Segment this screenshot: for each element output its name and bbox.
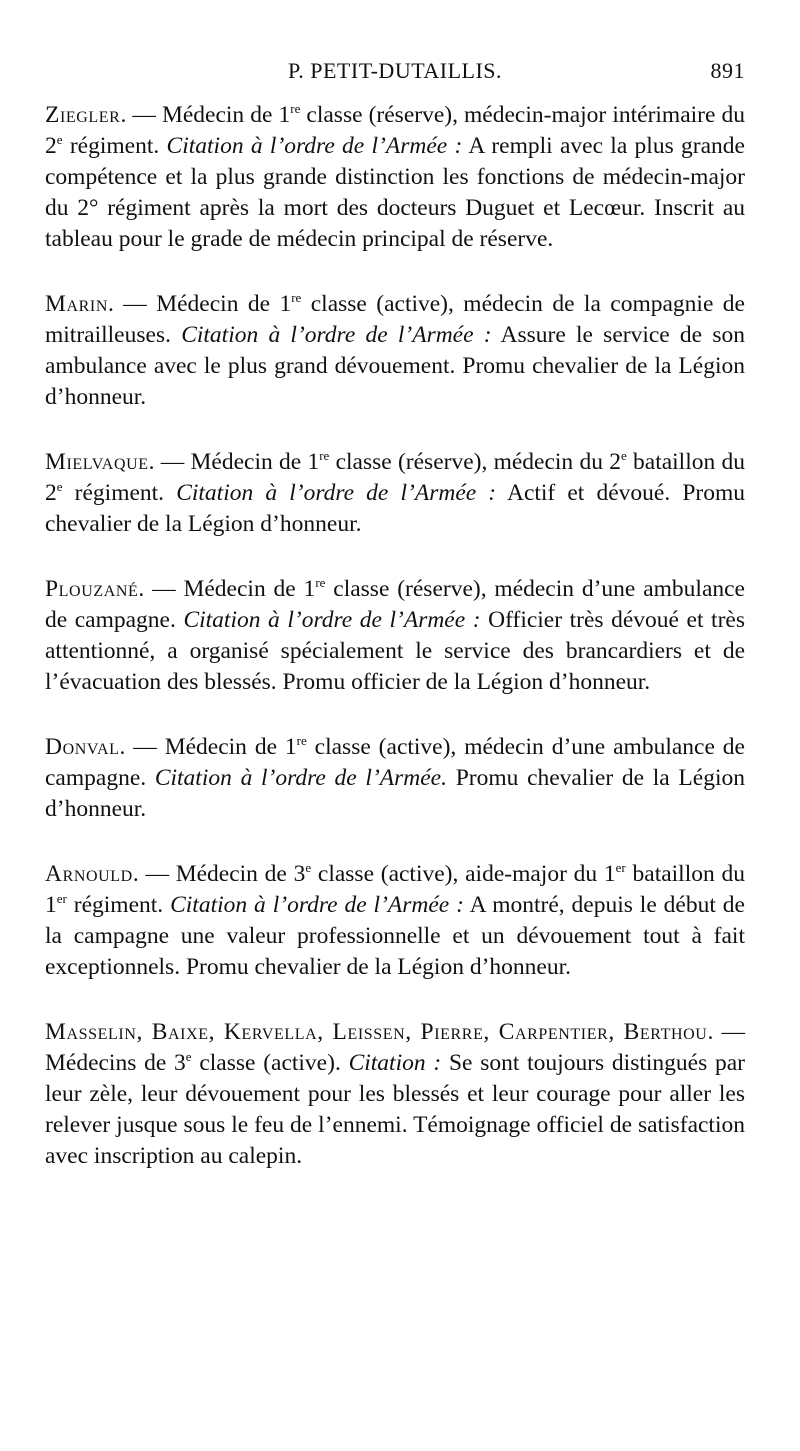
- page-number: 891: [710, 58, 745, 83]
- citation-entry-plouzane: Plouzané. — Médecin de 1re classe (réserve), médecin d’une ambulance de campagne. Citation à l’ordre de l’Armée : Officier très dévoué et très attentionné, a organisé spécialement le service des brancardiers et de l’évacuation des blessés. Promu officier de la Légion d’honneur.: [45, 575, 745, 695]
- entry-text: A rempli avec la plus grande compétence et la plus grande distinction les fonctions de médecin-major du 2° régiment après la mort des docteurs Duguet et Lecœur. Inscrit au tableau pour le grade de médecin principal de réserve.: [45, 133, 745, 252]
- entry-text: Promu chevalier de la Légion d’honneur.: [45, 765, 745, 822]
- citation-label: Citation à l’ordre de l’Armée.: [154, 765, 447, 791]
- entry-name: Marin: [45, 291, 109, 317]
- citation-entry-ziegler: Ziegler. — Médecin de 1re classe (réserve), médecin-major intérimaire du 2e régiment. Citation à l’ordre de l’Armée : A rempli avec la plus grande compétence et la plus grande distinction les fonctions de médecin-major du 2° régiment après la mort des docteurs Duguet et Lecœur. Inscrit au tableau pour le grade de médecin principal de réserve.: [45, 101, 745, 252]
- document-page: [45, 58, 745, 1206]
- citation-entry-mielvaque: Mielvaque. — Médecin de 1re classe (réserve), médecin du 2e bataillon du 2e régiment. Citation à l’ordre de l’Armée : Actif et dévoué. Promu chevalier de la Légion d’honneur.: [45, 448, 745, 537]
- citation-label: Citation à l’ordre de l’Armée :: [183, 607, 481, 633]
- entry-name: Donval: [45, 734, 120, 760]
- entry-text: Actif et dévoué. Promu chevalier de la Légion d’honneur.: [45, 480, 745, 537]
- citation-label: Citation à l’ordre de l’Armée :: [166, 133, 463, 159]
- citation-entry-arnould: Arnould. — Médecin de 3e classe (active), aide-major du 1er bataillon du 1er régiment. Citation à l’ordre de l’Armée : A montré, depuis le début de la campagne une valeur professionnelle et un dévouement tout à fait exceptionnels. Promu chevalier de la Légion d’honneur.: [45, 860, 745, 980]
- citation-label: Citation à l’ordre de l’Armée :: [176, 480, 497, 506]
- entry-text: Assure le service de son ambulance avec le plus grand dévouement. Promu chevalier de la Légion d’honneur.: [45, 322, 745, 410]
- citation-label: Citation à l’ordre de l’Armée :: [181, 322, 492, 348]
- running-header: [45, 58, 745, 92]
- entry-name: Mielvaque: [45, 449, 149, 475]
- running-title: P. PETIT-DUTAILLIS.: [287, 58, 503, 83]
- entry-name: Masselin, Baixe, Kervella, Leissen, Pierre, Carpentier, Berthou: [45, 1019, 708, 1045]
- entry-text: Officier très dévoué et très attentionné, a organisé spécialement le service des brancardiers et de l’évacuation des blessés. Promu officier de la Légion d’honneur.: [45, 607, 745, 695]
- citation-label: Citation à l’ordre de l’Armée :: [170, 892, 464, 918]
- citation-entry-marin: Marin. — Médecin de 1re classe (active), médecin de la compagnie de mitrailleuses. Citation à l’ordre de l’Armée : Assure le service de son ambulance avec le plus grand dévouement. Promu chevalier de la Légion d’honneur.: [45, 290, 745, 410]
- entry-name: Arnould: [45, 861, 133, 887]
- citation-entry-donval: Donval. — Médecin de 1re classe (active), médecin d’une ambulance de campagne. Citation à l’ordre de l’Armée. Promu chevalier de la Légion d’honneur.: [45, 733, 745, 822]
- citation-entry-masselin-group: Masselin, Baixe, Kervella, Leissen, Pierre, Carpentier, Berthou. — Médecins de 3e classe (active). Citation : Se sont toujours distingués par leur zèle, leur dévouement pour les blessés et leur courage pour aller les relever jusque sous le feu de l’ennemi. Témoignage officiel de satisfaction avec inscription au calepin.: [45, 1019, 745, 1169]
- citation-label: Citation :: [348, 1050, 442, 1076]
- entry-name: Ziegler: [45, 102, 121, 128]
- entry-text: Se sont toujours distingués par leur zèle, leur dévouement pour les blessés et leur courage pour aller les relever jusque sous le feu de l’ennemi. Témoignage officiel de satisfaction avec inscription au calepin.: [45, 1050, 745, 1169]
- entry-name: Plouzané: [45, 576, 139, 602]
- entry-text: A montré, depuis le début de la campagne une valeur professionnelle et un dévouement tout à fait exceptionnels. Promu chevalier de la Légion d’honneur.: [45, 892, 745, 980]
